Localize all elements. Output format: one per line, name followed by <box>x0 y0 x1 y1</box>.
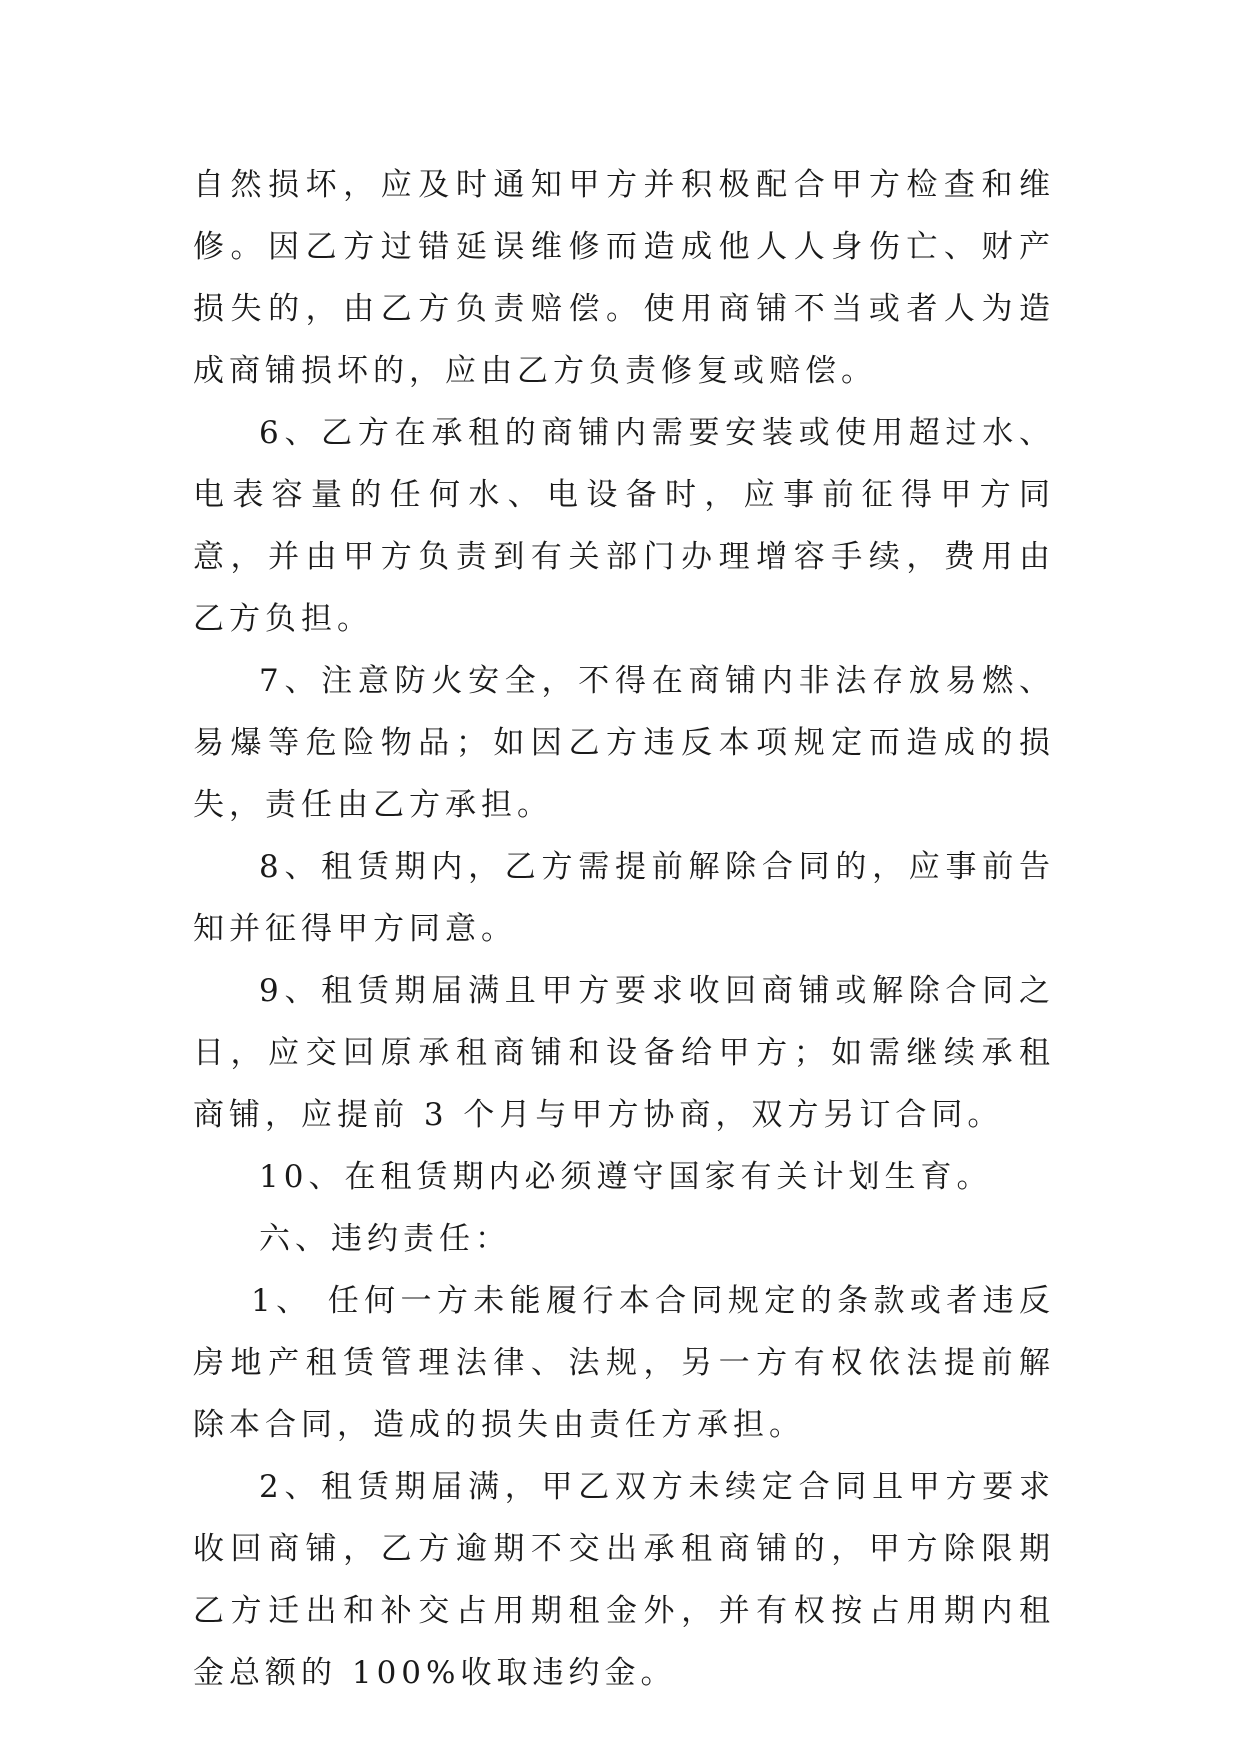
paragraph-continuation: 自然损坏，应及时通知甲方并积极配合甲方检查和维修。因乙方过错延误维修而造成他人人身伤亡、财产损失的，由乙方负责赔偿。使用商铺不当或者人为造成商铺损坏的，应由乙方负责修复或赔偿。 <box>193 167 1055 389</box>
document-body <box>193 154 1055 1704</box>
breach-clause-2: 2、租赁期届满，甲乙双方未续定合同且甲方要求收回商铺，乙方逾期不交出承租商铺的，甲方除限期乙方迁出和补交占用期租金外，并有权按占用期内租金总额的 100%收取违约金。 <box>193 1469 1055 1691</box>
clause-10: 10、在租赁期内必须遵守国家有关计划生育。 <box>259 1159 993 1195</box>
clause-8: 8、租赁期内，乙方需提前解除合同的，应事前告知并征得甲方同意。 <box>193 849 1055 947</box>
clause-7: 7、注意防火安全，不得在商铺内非法存放易燃、易爆等危险物品；如因乙方违反本项规定而造成的损失，责任由乙方承担。 <box>193 663 1055 823</box>
breach-clause-1: 1、 任何一方未能履行本合同规定的条款或者违反房地产租赁管理法律、法规，另一方有权依法提前解除本合同，造成的损失由责任方承担。 <box>193 1283 1055 1443</box>
section-heading-breach-liability: 六、违约责任： <box>259 1221 511 1257</box>
clause-9: 9、租赁期届满且甲方要求收回商铺或解除合同之日，应交回原承租商铺和设备给甲方；如需继续承租商铺，应提前 3 个月与甲方协商，双方另订合同。 <box>193 973 1055 1133</box>
clause-6: 6、乙方在承租的商铺内需要安装或使用超过水、电表容量的任何水、电设备时，应事前征得甲方同意，并由甲方负责到有关部门办理增容手续，费用由乙方负担。 <box>193 415 1055 637</box>
